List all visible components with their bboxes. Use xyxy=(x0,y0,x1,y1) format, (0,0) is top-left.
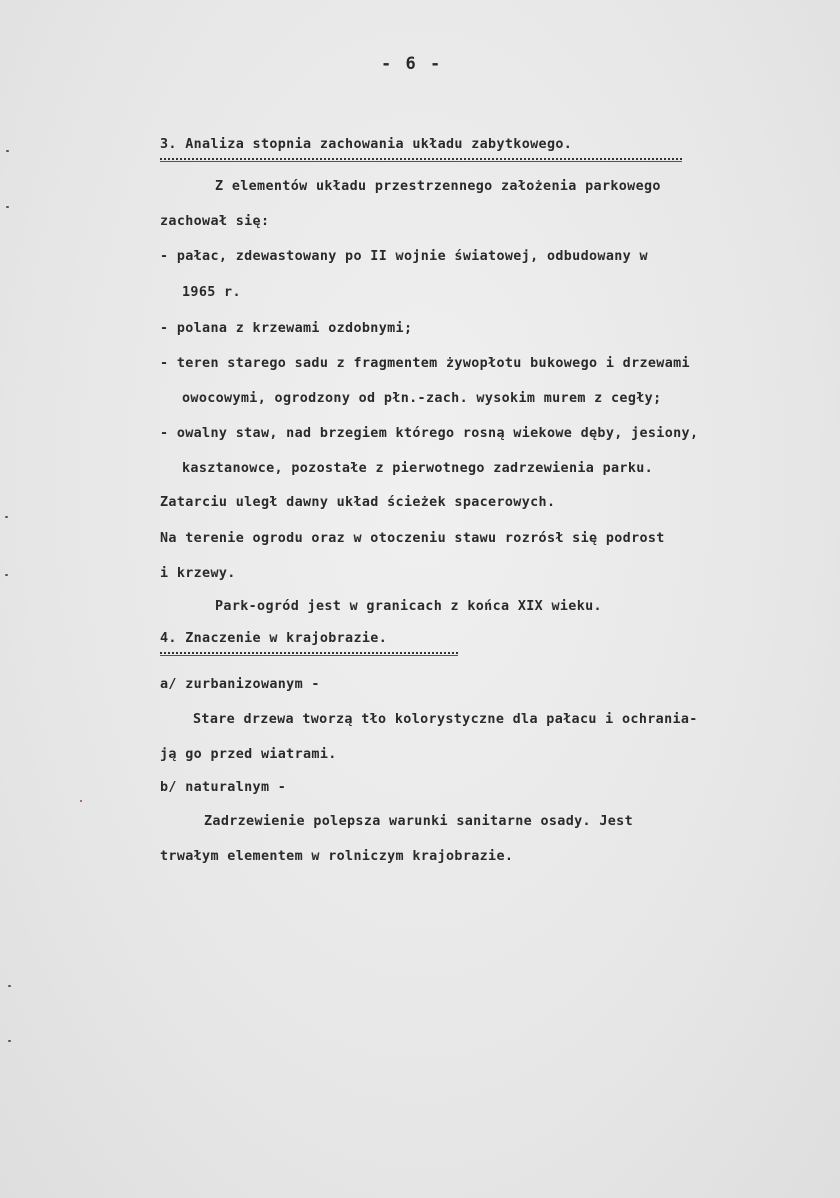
section-3-underline xyxy=(160,158,682,160)
section-3-underline-second xyxy=(160,161,682,162)
section-4-underline xyxy=(160,652,458,654)
scan-speck xyxy=(6,150,9,152)
section-3-heading: 3. Analiza stopnia zachowania układu zabytkowego. xyxy=(160,137,573,152)
page-number: - 6 - xyxy=(381,54,443,74)
section-3-line: Zatarciu uległ dawny układ ścieżek spacerowych. xyxy=(160,495,556,510)
section-3-line: Z elementów układu przestrzennego założenia parkowego xyxy=(215,179,661,194)
scan-speck xyxy=(5,516,8,518)
section-3-line: Na terenie ogrodu oraz w otoczeniu stawu rozrósł się podrost xyxy=(160,531,665,546)
section-4-line: ją go przed wiatrami. xyxy=(160,747,337,762)
section-3-line: - teren starego sadu z fragmentem żywopłotu bukowego i drzewami xyxy=(160,356,690,371)
section-3-line: Park-ogród jest w granicach z końca XIX wieku. xyxy=(215,599,602,614)
section-4-line: Zadrzewienie polepsza warunki sanitarne osady. Jest xyxy=(204,814,634,829)
section-4-line: b/ naturalnym - xyxy=(160,780,287,795)
section-3-line: i krzewy. xyxy=(160,566,236,581)
section-3-line: kasztanowce, pozostałe z pierwotnego zadrzewienia parku. xyxy=(182,461,654,476)
section-3-line: 1965 r. xyxy=(182,285,241,300)
section-4-heading: 4. Znaczenie w krajobrazie. xyxy=(160,631,388,646)
section-3-line: owocowymi, ogrodzony od płn.-zach. wysokim murem z cegły; xyxy=(182,391,662,406)
scan-speck xyxy=(6,206,9,208)
section-3-line: - pałac, zdewastowany po II wojnie światowej, odbudowany w xyxy=(160,249,648,264)
scan-speck xyxy=(8,1040,11,1042)
section-3-line: zachował się: xyxy=(160,214,270,229)
section-3-line: - owalny staw, nad brzegiem którego rosną wiekowe dęby, jesiony, xyxy=(160,426,699,441)
section-3-line: - polana z krzewami ozdobnymi; xyxy=(160,321,413,336)
scan-speck xyxy=(8,985,11,987)
section-4-line: Stare drzewa tworzą tło kolorystyczne dla pałacu i ochrania- xyxy=(193,712,698,727)
scan-speck xyxy=(5,574,8,576)
section-4-underline-second xyxy=(160,655,458,656)
scan-speck xyxy=(80,800,82,802)
section-4-line: trwałym elementem w rolniczym krajobrazie. xyxy=(160,849,514,864)
section-4-line: a/ zurbanizowanym - xyxy=(160,677,320,692)
